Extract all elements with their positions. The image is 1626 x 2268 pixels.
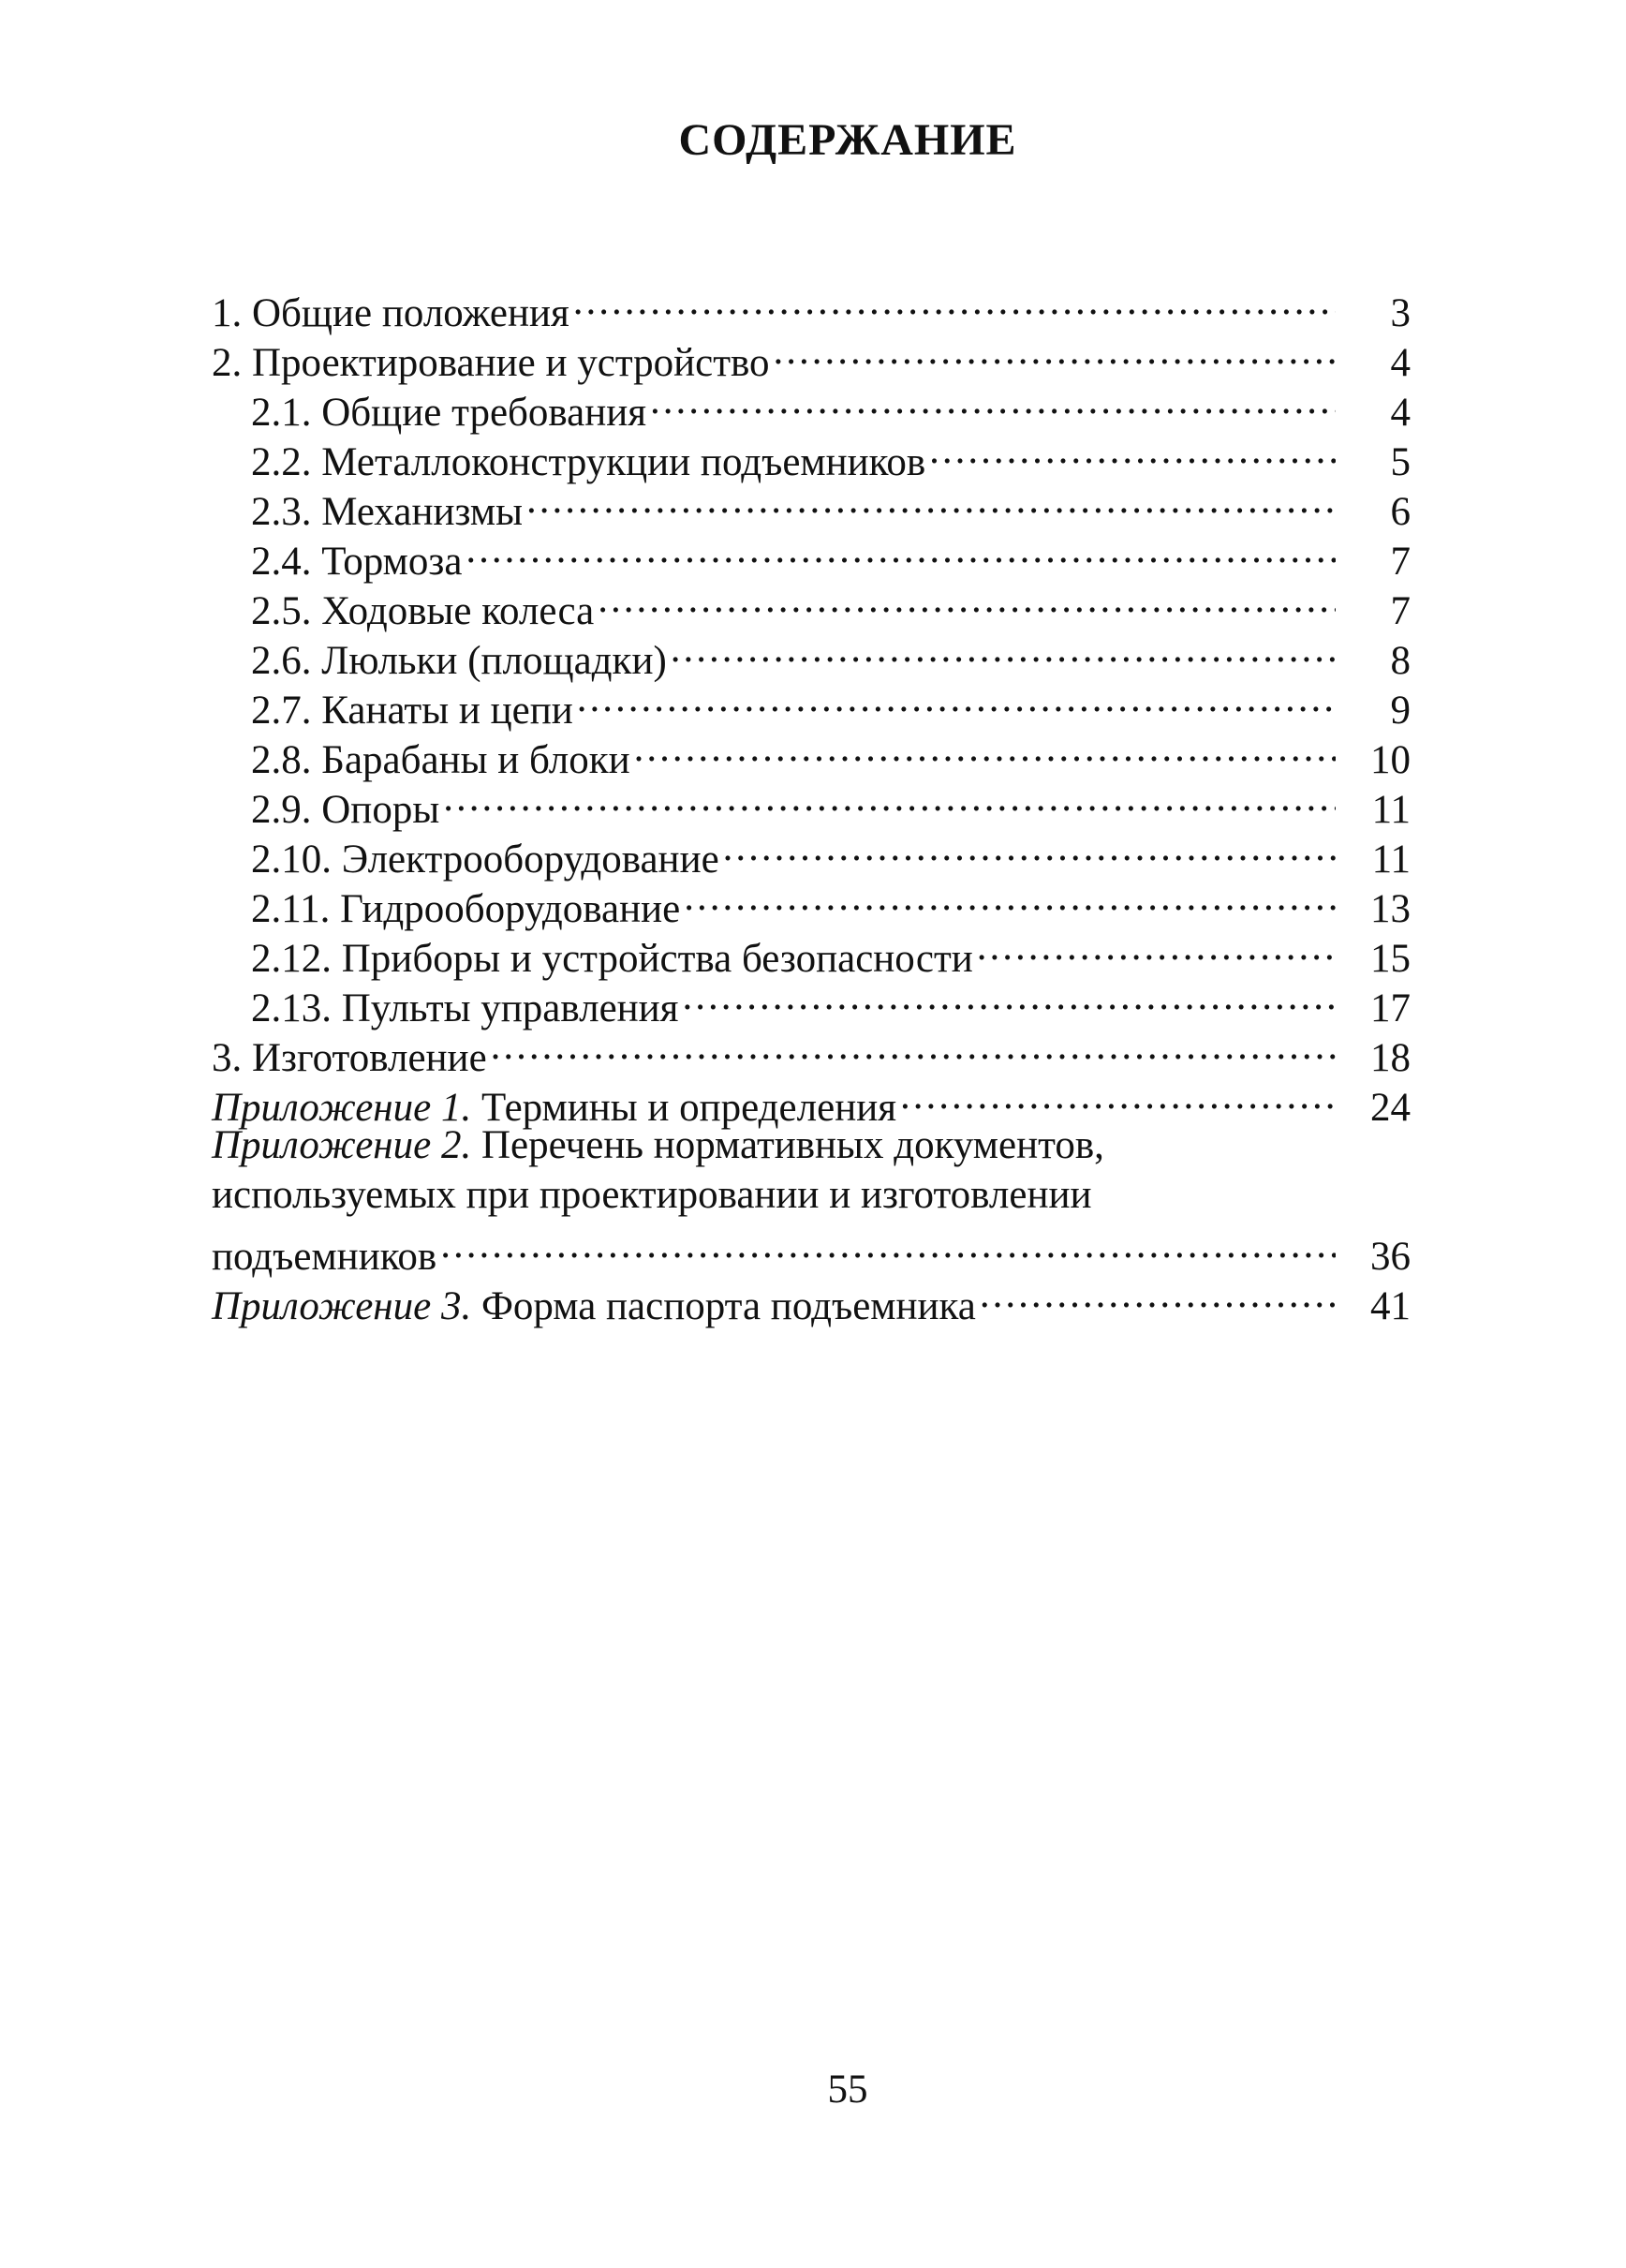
toc-entry-page: 9 [1390, 689, 1411, 733]
toc-entry-label: 2.6. Люльки (площадки) [251, 639, 667, 683]
toc-entry-appendix-2-line-2[interactable] [212, 1170, 1411, 1220]
toc-entry-page: 41 [1370, 1284, 1411, 1328]
toc-leader-dots [900, 1071, 1336, 1120]
toc-entry-page: 36 [1370, 1235, 1411, 1279]
toc-entry-page: 8 [1390, 639, 1411, 683]
toc-leader-dots [443, 773, 1336, 823]
toc-entry-page: 17 [1370, 986, 1411, 1030]
toc-entry-page: 11 [1371, 788, 1411, 832]
toc-entry-appendix-2[interactable] [212, 1220, 1411, 1279]
toc-leader-dots [466, 525, 1336, 574]
appendix-text: Форма паспорта подъемника [471, 1284, 976, 1328]
toc-entry-page: 15 [1370, 937, 1411, 981]
toc-entry-label: 2.3. Механизмы [251, 490, 523, 534]
appendix-prefix: Приложение 2. [212, 1123, 472, 1167]
toc-leader-dots [671, 624, 1336, 674]
toc-entry-label: 2.5. Ходовые колеса [251, 589, 595, 633]
toc-entry-label: 2.13. Пульты управления [251, 986, 679, 1030]
toc-entry-label: 2.10. Электрооборудование [251, 838, 719, 882]
toc-entry-page: 18 [1370, 1036, 1411, 1080]
toc-entry-label: 1. Общие положения [212, 291, 569, 335]
toc-entry-page: 4 [1390, 341, 1411, 385]
toc-entry-page: 7 [1390, 540, 1411, 584]
page-number: 55 [827, 2068, 868, 2112]
toc-entry-page: 7 [1390, 589, 1411, 633]
toc-leader-dots [440, 1220, 1336, 1269]
toc-entry-label [212, 1282, 976, 1331]
toc-leader-dots [598, 574, 1336, 624]
toc-entry-label: 2. Проектирование и устройство [212, 341, 770, 385]
toc-entry-label: подъемников [212, 1235, 437, 1279]
toc-leader-dots [650, 376, 1336, 425]
toc-entry-label: 2.12. Приборы и устройства безопасности [251, 937, 973, 981]
toc-leader-dots [634, 723, 1336, 773]
toc-entry-page: 24 [1370, 1086, 1411, 1130]
toc-entry-page: 6 [1390, 490, 1411, 534]
toc-entry-label: 2.8. Барабаны и блоки [251, 738, 630, 782]
toc-entry-page: 11 [1371, 838, 1411, 882]
appendix-text: Перечень нормативных документов, [471, 1123, 1104, 1167]
toc-entry-appendix-2-line-1[interactable] [212, 1120, 1411, 1170]
toc-leader-dots [774, 326, 1336, 376]
table-of-contents [212, 276, 1411, 1328]
toc-entry-page: 10 [1370, 738, 1411, 782]
toc-entry-page: 3 [1390, 291, 1411, 335]
page-title: СОДЕРЖАНИЕ [678, 115, 1017, 165]
toc-entry-page: 13 [1370, 887, 1411, 931]
toc-leader-dots [577, 674, 1336, 723]
toc-entry-label: 3. Изготовление [212, 1036, 487, 1080]
toc-leader-dots [980, 1269, 1336, 1319]
appendix-prefix: Приложение 3. [212, 1284, 472, 1328]
toc-leader-dots [723, 823, 1336, 872]
toc-entry-label: 2.7. Канаты и цепи [251, 689, 573, 733]
toc-entry-label: 2.11. Гидрооборудование [251, 887, 681, 931]
toc-leader-dots [491, 1021, 1336, 1071]
toc-leader-dots [929, 425, 1336, 475]
toc-entry-1[interactable] [212, 276, 1411, 335]
toc-entry-page: 5 [1390, 440, 1411, 484]
toc-entry-label: 2.4. Тормоза [251, 540, 463, 584]
appendix-text: Термины и определения [471, 1086, 896, 1130]
appendix-text: используемых при проектировании и изготовлении [212, 1173, 1092, 1217]
toc-entry-page: 4 [1390, 391, 1411, 435]
toc-entry-label: 2.2. Металлоконструкции подъемников [251, 440, 926, 484]
toc-leader-dots [573, 276, 1336, 326]
toc-leader-dots [684, 872, 1336, 922]
toc-entry-label: 2.1. Общие требования [251, 391, 647, 435]
toc-leader-dots [526, 475, 1336, 525]
toc-entry-label: 2.9. Опоры [251, 788, 440, 832]
toc-leader-dots [682, 971, 1336, 1021]
appendix-prefix: Приложение 1. [212, 1086, 472, 1130]
toc-leader-dots [977, 922, 1336, 971]
